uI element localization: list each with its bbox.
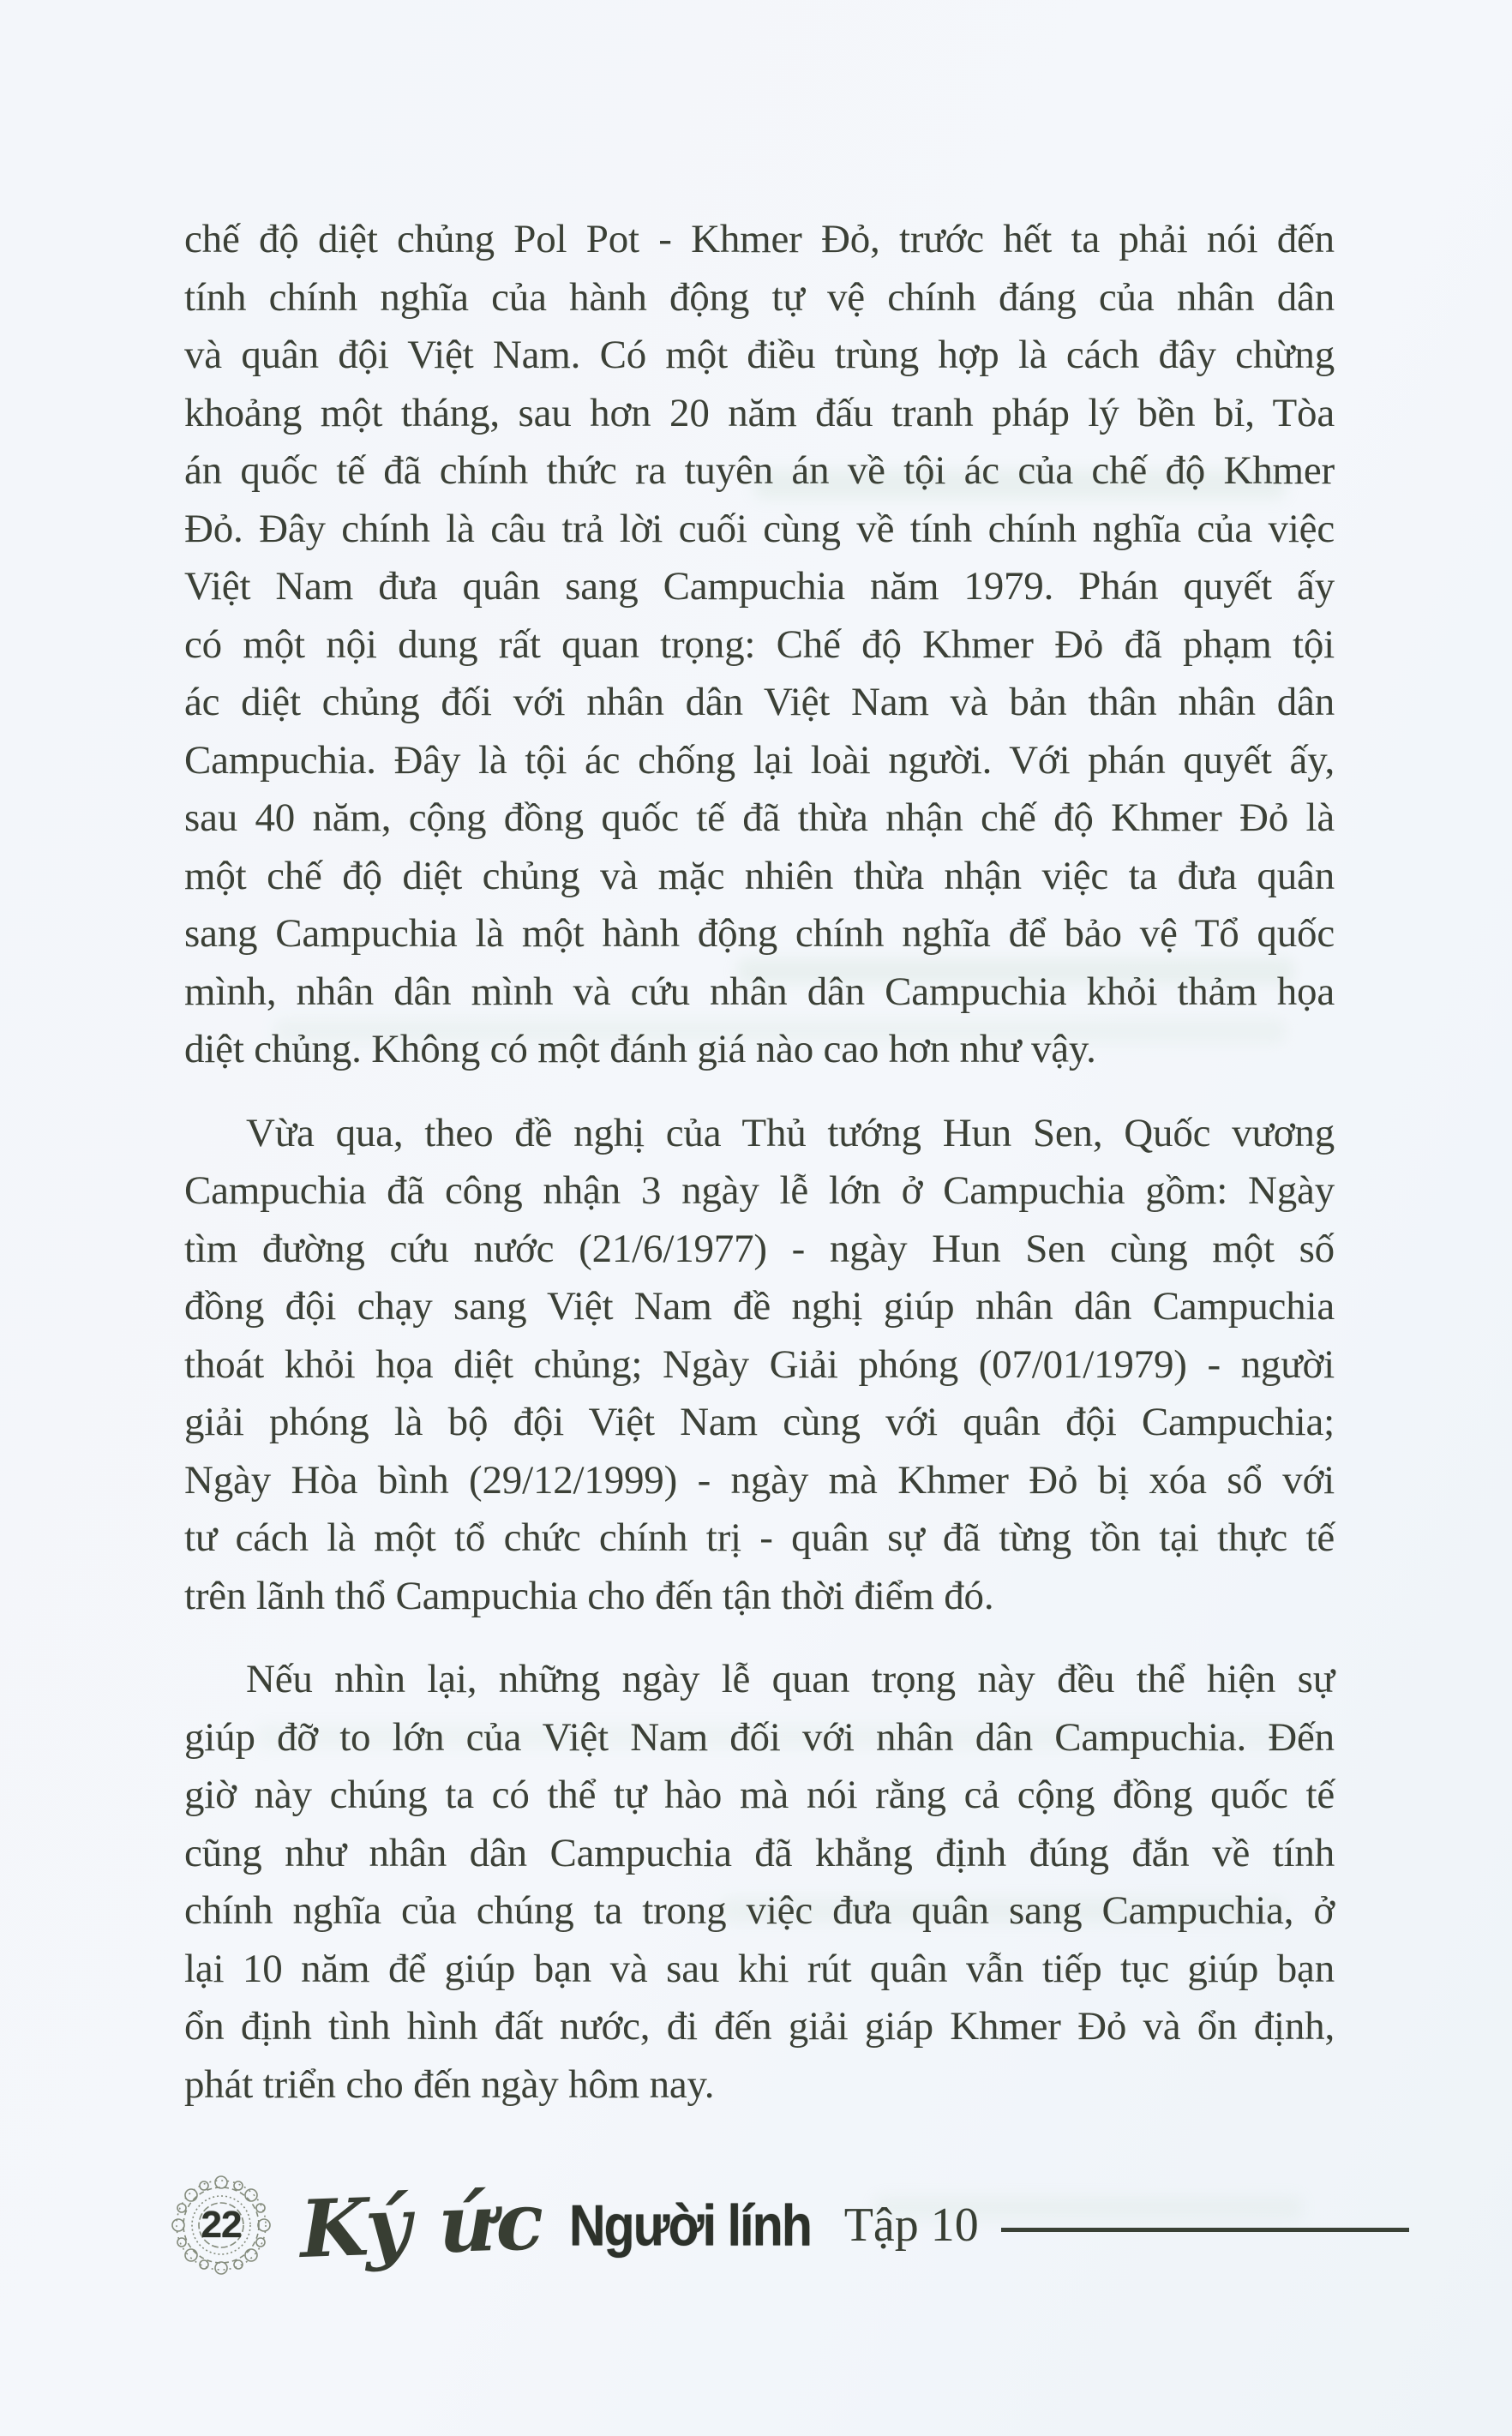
text-line: Campuchia. Đây là tội ác chống lại loài người. Với phán quyết ấy, bbox=[184, 737, 1335, 783]
page-footer bbox=[171, 2167, 1409, 2283]
text-line: diệt chủng. Không có một đánh giá nào cao hơn như vậy. bbox=[184, 1027, 1096, 1071]
text-line: ổn định tình hình đất nước, đi đến giải giáp Khmer Đỏ và ổn định, bbox=[184, 2004, 1335, 2049]
text-line: tính chính nghĩa của hành động tự vệ chính đáng của nhân dân bbox=[184, 274, 1335, 320]
text-line: chính nghĩa của chúng ta trong việc đưa quân sang Campuchia, ở bbox=[184, 1888, 1335, 1933]
text-line: Đỏ. Đây chính là câu trả lời cuối cùng về tính chính nghĩa của việc bbox=[184, 506, 1335, 551]
text-line: Vừa qua, theo đề nghị của Thủ tướng Hun Sen, Quốc vương bbox=[246, 1110, 1335, 1155]
text-line: mình, nhân dân mình và cứu nhân dân Campuchia khỏi thảm họa bbox=[184, 969, 1335, 1014]
text-line: một chế độ diệt chủng và mặc nhiên thừa nhận việc ta đưa quân bbox=[184, 853, 1335, 898]
text-line: có một nội dung rất quan trọng: Chế độ Khmer Đỏ đã phạm tội bbox=[184, 621, 1335, 667]
text-line: tìm đường cứu nước (21/6/1977) - ngày Hun Sen cùng một số bbox=[184, 1226, 1335, 1271]
text-line: phát triển cho đến ngày hôm nay. bbox=[184, 2061, 715, 2107]
text-line: thoát khỏi họa diệt chủng; Ngày Giải phóng (07/01/1979) - người bbox=[184, 1341, 1335, 1387]
text-line: Việt Nam đưa quân sang Campuchia năm 1979. Phán quyết ấy bbox=[184, 564, 1335, 609]
text-line: giờ này chúng ta có thể tự hào mà nói rằng cả cộng đồng quốc tế bbox=[184, 1773, 1335, 1817]
text-line: giải phóng là bộ đội Việt Nam cùng với quân đội Campuchia; bbox=[184, 1400, 1335, 1444]
body-text bbox=[184, 211, 1335, 2139]
text-line: Ngày Hòa bình (29/12/1999) - ngày mà Khmer Đỏ bị xóa sổ với bbox=[184, 1457, 1335, 1503]
text-line: ác diệt chủng đối với nhân dân Việt Nam và bản thân nhân dân bbox=[184, 680, 1335, 724]
text-line: giúp đỡ to lớn của Việt Nam đối với nhân dân Campuchia. Đến bbox=[184, 1714, 1335, 1760]
text-line: Nếu nhìn lại, những ngày lễ quan trọng này đều thể hiện sự bbox=[246, 1657, 1335, 1701]
text-line: sang Campuchia là một hành động chính nghĩa để bảo vệ Tổ quốc bbox=[184, 911, 1335, 956]
text-line: cũng như nhân dân Campuchia đã khẳng định đúng đắn về tính bbox=[184, 1830, 1335, 1875]
text-line: sau 40 năm, cộng đồng quốc tế đã thừa nhận chế độ Khmer Đỏ là bbox=[184, 795, 1335, 840]
ornament-medallion bbox=[171, 2175, 271, 2275]
paragraph-3 bbox=[184, 1651, 1335, 2114]
text-line: án quốc tế đã chính thức ra tuyên án về tội ác của chế độ Khmer bbox=[184, 448, 1335, 493]
series-bold-title: Người lính bbox=[569, 2192, 812, 2259]
text-line: khoảng một tháng, sau hơn 20 năm đấu tranh pháp lý bền bỉ, Tòa bbox=[184, 390, 1335, 435]
text-line: trên lãnh thổ Campuchia cho đến tận thời điểm đó. bbox=[184, 1573, 994, 1618]
series-script-title: Ký ức bbox=[298, 2175, 546, 2276]
text-line: lại 10 năm để giúp bạn và sau khi rút quân vẫn tiếp tục giúp bạn bbox=[184, 1946, 1335, 1991]
text-line: tư cách là một tổ chức chính trị - quân sự đã từng tồn tại thực tế bbox=[184, 1515, 1335, 1560]
footer-rule bbox=[1001, 2228, 1409, 2232]
volume-label: Tập 10 bbox=[843, 2199, 979, 2252]
text-line: Campuchia đã công nhận 3 ngày lễ lớn ở Campuchia gồm: Ngày bbox=[184, 1168, 1335, 1213]
text-line: chế độ diệt chủng Pol Pot - Khmer Đỏ, trước hết ta phải nói đến bbox=[184, 217, 1335, 261]
text-line: và quân đội Việt Nam. Có một điều trùng hợp là cách đây chừng bbox=[184, 333, 1335, 377]
text-line: đồng đội chạy sang Việt Nam đề nghị giúp nhân dân Campuchia bbox=[184, 1284, 1335, 1329]
paragraph-2 bbox=[184, 1105, 1335, 1626]
page-number: 22 bbox=[201, 2204, 242, 2246]
paragraph-1 bbox=[184, 211, 1335, 1079]
